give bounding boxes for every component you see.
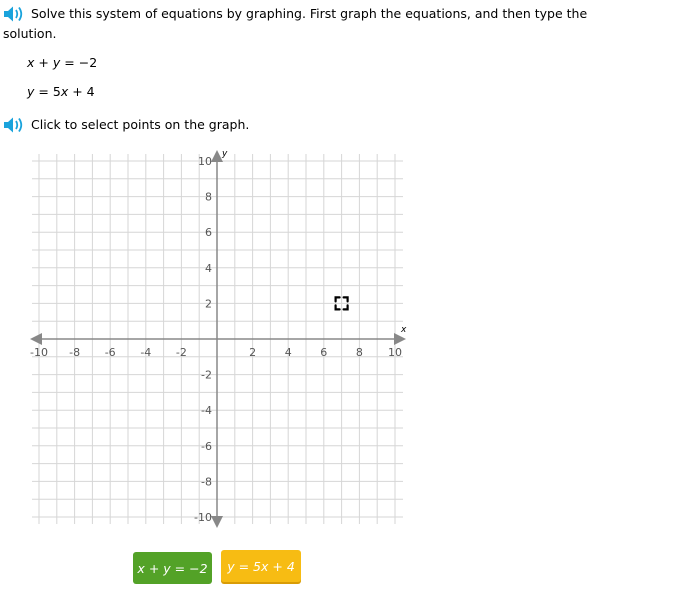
crosshair-corner (336, 297, 340, 301)
graph-axes (30, 150, 406, 528)
equation-1-button-label: x + y = −2 (137, 560, 208, 576)
y-tick-label: 8 (205, 190, 212, 204)
x-tick-label: -2 (175, 346, 187, 359)
instructions-text: Solve this system of equations by graphing. First graph the equations, and then type the (31, 6, 588, 21)
y-tick-label: -6 (201, 439, 212, 453)
equation-2-text: y = 5x + 4 (27, 84, 95, 99)
x-tick-label: -10 (30, 346, 48, 359)
variable-glyph: y (227, 558, 235, 574)
variable-glyph: x (261, 558, 269, 574)
y-tick-label: -8 (201, 475, 212, 489)
click-prompt: Click to select points on the graph. (31, 117, 250, 132)
x-tick-label: 10 (388, 346, 402, 359)
variable-glyph: y (163, 560, 171, 576)
crosshair-corner (344, 305, 348, 309)
crosshair-corner (344, 297, 348, 301)
variable-glyph: y (27, 84, 35, 99)
crosshair-corner (336, 305, 340, 309)
y-axis-label: y (222, 149, 228, 159)
variable-glyph: x (137, 560, 145, 576)
x-tick-label: -8 (69, 346, 81, 359)
variable-glyph: y (52, 55, 61, 70)
y-tick-label: 4 (205, 261, 212, 275)
y-tick-label: -4 (201, 404, 212, 418)
y-tick-label: -10 (194, 511, 212, 524)
arrow-down-icon (211, 516, 223, 528)
x-axis-label: x (401, 325, 407, 335)
x-tick-label: -4 (140, 346, 152, 359)
x-tick-label: 2 (249, 346, 257, 359)
variable-glyph: x (60, 84, 69, 99)
equation-1-button[interactable] (133, 552, 212, 584)
x-tick-label: 4 (284, 346, 292, 359)
instructions-text-continued: solution. (3, 26, 57, 41)
arrow-left-icon (30, 333, 42, 345)
x-tick-label: 6 (320, 346, 328, 359)
x-tick-label: -6 (104, 346, 116, 359)
variable-glyph: x (27, 55, 35, 70)
equation-1-text: x + y = −2 (27, 55, 98, 70)
y-tick-label: 2 (205, 297, 212, 311)
equation-2-button[interactable] (221, 550, 301, 582)
x-tick-label: 8 (355, 346, 363, 359)
y-tick-label: 10 (198, 155, 212, 168)
equation-2-button-label: y = 5x + 4 (227, 558, 295, 574)
y-tick-label: -2 (201, 368, 212, 382)
y-tick-label: 6 (205, 226, 212, 240)
